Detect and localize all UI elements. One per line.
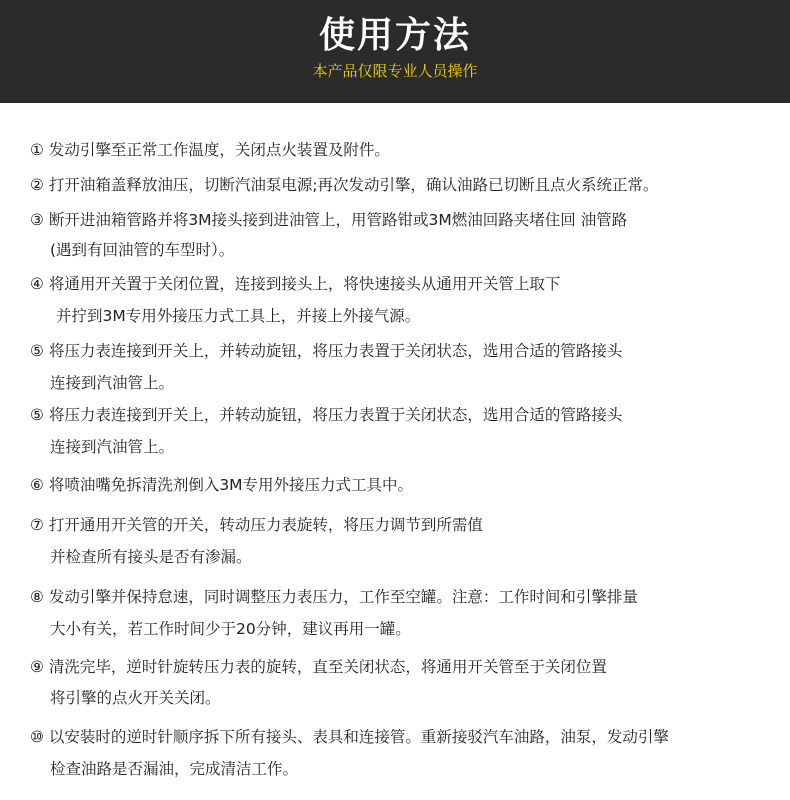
step-4-line-1: ④ 将通用开关置于关闭位置，连接到接头上，将快速接头从通用开关管上取下 — [30, 275, 561, 293]
step-1-line-1: ① 发动引擎至正常工作温度，关闭点火装置及附件。 — [30, 141, 390, 159]
step-9-line-2: 将引擎的点火开关关闭。 — [50, 689, 221, 707]
step-5b-line-1: ⑤ 将压力表连接到开关上，并转动旋钮，将压力表置于关闭状态，选用合适的管路接头 — [30, 406, 623, 424]
step-2-line-1: ② 打开油箱盖释放油压，切断汽油泵电源;再次发动引擎，确认油路已切断且点火系统正常。 — [30, 176, 659, 194]
step-5b-line-2: 连接到汽油管上。 — [50, 438, 175, 456]
step-8-line-1: ⑧ 发动引擎并保持怠速，同时调整压力表压力，工作至空罐。注意：工作时间和引擎排量 — [30, 588, 638, 606]
page-subtitle: 本产品仅限专业人员操作 — [312, 62, 478, 80]
step-7-line-1: ⑦ 打开通用开关管的开关，转动压力表旋转，将压力调节到所需值 — [30, 516, 483, 534]
step-10-line-1: ⑩ 以安装时的逆时针顺序拆下所有接头、表具和连接管。重新接驳汽车油路，油泵，发动引擎 — [30, 728, 669, 746]
step-9-line-1: ⑨ 清洗完毕，逆时针旋转压力表的旋转，直至关闭状态，将通用开关管至于关闭位置 — [30, 658, 607, 676]
step-4-line-2: 并拧到3M专用外接压力式工具上，并接上外接气源。 — [56, 307, 421, 325]
step-6-line-1: ⑥ 将喷油嘴免拆清洗剂倒入3M专用外接压力式工具中。 — [30, 476, 414, 494]
step-5a-line-1: ⑤ 将压力表连接到开关上，并转动旋钮，将压力表置于关闭状态，选用合适的管路接头 — [30, 342, 623, 360]
step-5a-line-2: 连接到汽油管上。 — [50, 374, 175, 392]
page-title: 使用方法 — [318, 15, 471, 56]
step-7-line-2: 并检查所有接头是否有渗漏。 — [50, 548, 252, 566]
step-3-line-1: ③ 断开进油箱管路并将3M接头接到进油管上，用管路钳或3M燃油回路夹堵住回 油管路 — [30, 211, 628, 229]
step-3-line-2: (遇到有回油管的车型时）。 — [50, 241, 235, 259]
step-10-line-2: 检查油路是否漏油，完成清洁工作。 — [50, 760, 299, 778]
step-8-line-2: 大小有关，若工作时间少于20分钟，建议再用一罐。 — [50, 620, 411, 638]
